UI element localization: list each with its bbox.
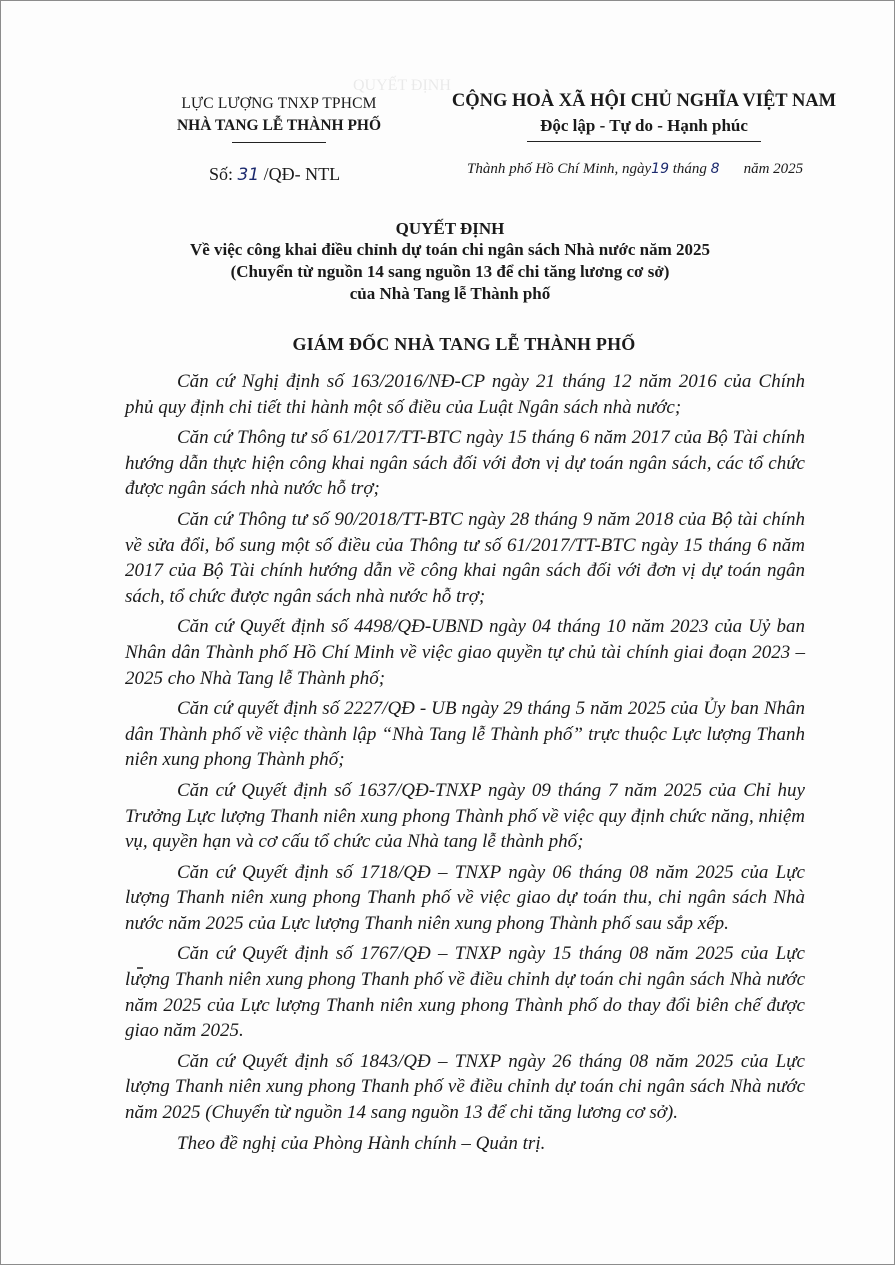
motto-underline	[527, 141, 761, 142]
legal-basis-paragraph: Căn cứ Quyết định số 1767/QĐ – TNXP ngày 15 tháng 08 năm 2025 của Lực lượng Thanh niên xung phong Thanh phố về điều chỉnh dự toán chi ngân sách Nhà nước năm 2025 của Lực lượng Thanh niên xung phong Thành phố do thay đổi biên chế được giao năm 2025.	[125, 943, 805, 1042]
doc-date	[467, 161, 803, 178]
org-underline	[232, 142, 326, 143]
republic-title: CỘNG HOÀ XÃ HỘI CHỦ NGHĨA VIỆT NAM	[451, 91, 837, 111]
date-month-label: tháng	[669, 161, 711, 177]
legal-basis-paragraph: Căn cứ Thông tư số 90/2018/TT-BTC ngày 28 tháng 9 năm 2018 của Bộ tài chính về sửa đổi, bổ sung một số điều của Thông tư số 61/2017/TT-BTC ngày 15 tháng 6 năm 2017 của Bộ Tài chính hướng dẫn về công khai ngân sách đối với đơn vị dự toán ngân sách, tổ chức được ngân sách nhà nước hỗ trợ;	[125, 508, 805, 607]
doc-number-prefix: Số:	[209, 164, 238, 184]
decision-heading: QUYẾT ĐỊNH	[395, 219, 505, 238]
decision-subject-line-2: (Chuyển từ nguồn 14 sang nguồn 13 để chi tăng lương cơ sở)	[230, 262, 670, 281]
date-prefix: Thành phố Hồ Chí Minh, ngày	[467, 161, 652, 177]
legal-basis-paragraph: Căn cứ Nghị định số 163/2016/NĐ-CP ngày 21 tháng 12 năm 2016 của Chính phủ quy định chi tiết thi hành một số điều của Luật Ngân sách nhà nước;	[125, 371, 805, 418]
legal-basis-paragraph: Căn cứ Thông tư số 61/2017/TT-BTC ngày 15 tháng 6 năm 2017 của Bộ Tài chính hướng dẫn thực hiện công khai ngân sách đối với đơn vị dự toán ngân sách, các tổ chức được ngân sách nhà nước hỗ trợ;	[125, 427, 805, 500]
decision-subject-line-1: Về việc công khai điều chỉnh dự toán chi ngân sách Nhà nước năm 2025	[189, 240, 711, 259]
legal-basis-paragraph: Căn cứ Quyết định số 1718/QĐ – TNXP ngày 06 tháng 08 năm 2025 của Lực lượng Thanh niên xung phong Thanh phố về việc giao dự toán thu, chi ngân sách Nhà nước năm 2025 của Lực lượng Thanh niên xung phong Thành phố sau sắp xếp.	[125, 861, 805, 934]
scan-mark	[137, 967, 143, 969]
date-year: năm 2025	[743, 161, 804, 177]
org-parent: LỰC LƯỢNG TNXP TPHCM	[181, 95, 377, 112]
bleed-through-text: QUYẾT ĐỊNH	[353, 77, 451, 94]
date-month-handwritten: 8	[710, 161, 720, 177]
national-motto: Độc lập - Tự do - Hạnh phúc	[540, 116, 748, 135]
legal-basis-paragraph: Căn cứ Quyết định số 4498/QĐ-UBND ngày 04 tháng 10 năm 2023 của Uỷ ban Nhân dân Thành phố Hồ Chí Minh về việc giao quyền tự chủ tài chính giai đoạn 2023 – 2025 cho Nhà Tang lễ Thành phố;	[125, 616, 805, 689]
doc-number-suffix: /QĐ- NTL	[259, 164, 341, 184]
legal-basis-paragraph: Căn cứ Quyết định số 1843/QĐ – TNXP ngày 26 tháng 08 năm 2025 của Lực lượng Thanh niên xung phong Thanh phố về điều chỉnh dự toán chi ngân sách Nhà nước năm 2025 (Chuyển từ nguồn 14 sang nguồn 13 để chi tăng lương cơ sở).	[125, 1050, 805, 1124]
date-day-handwritten: 19	[651, 161, 669, 177]
issuing-authority: GIÁM ĐỐC NHÀ TANG LỄ THÀNH PHỐ	[292, 334, 636, 354]
legal-basis-paragraph: Căn cứ quyết định số 2227/QĐ - UB ngày 29 tháng 5 năm 2025 của Ủy ban Nhân dân Thành phố về việc thành lập “Nhà Tang lễ Thành phố” trực thuộc Lực lượng Thanh niên xung phong Thành phố;	[125, 698, 805, 771]
doc-number	[209, 164, 340, 185]
decision-subject-line-3: của Nhà Tang lễ Thành phố	[349, 284, 551, 303]
legal-basis-list	[125, 369, 805, 1161]
legal-basis-paragraph: Căn cứ Quyết định số 1637/QĐ-TNXP ngày 09 tháng 7 năm 2025 của Chỉ huy Trưởng Lực lượng Thanh niên xung phong Thành phố về việc quy định chức năng, nhiệm vụ, quyền hạn và cơ cấu tổ chức của Nhà tang lễ thành phố;	[125, 779, 805, 853]
doc-number-handwritten: 31	[237, 165, 260, 185]
org-name: NHÀ TANG LỄ THÀNH PHỐ	[176, 117, 382, 134]
proposal-paragraph: Theo đề nghị của Phòng Hành chính – Quản trị.	[177, 1132, 546, 1154]
